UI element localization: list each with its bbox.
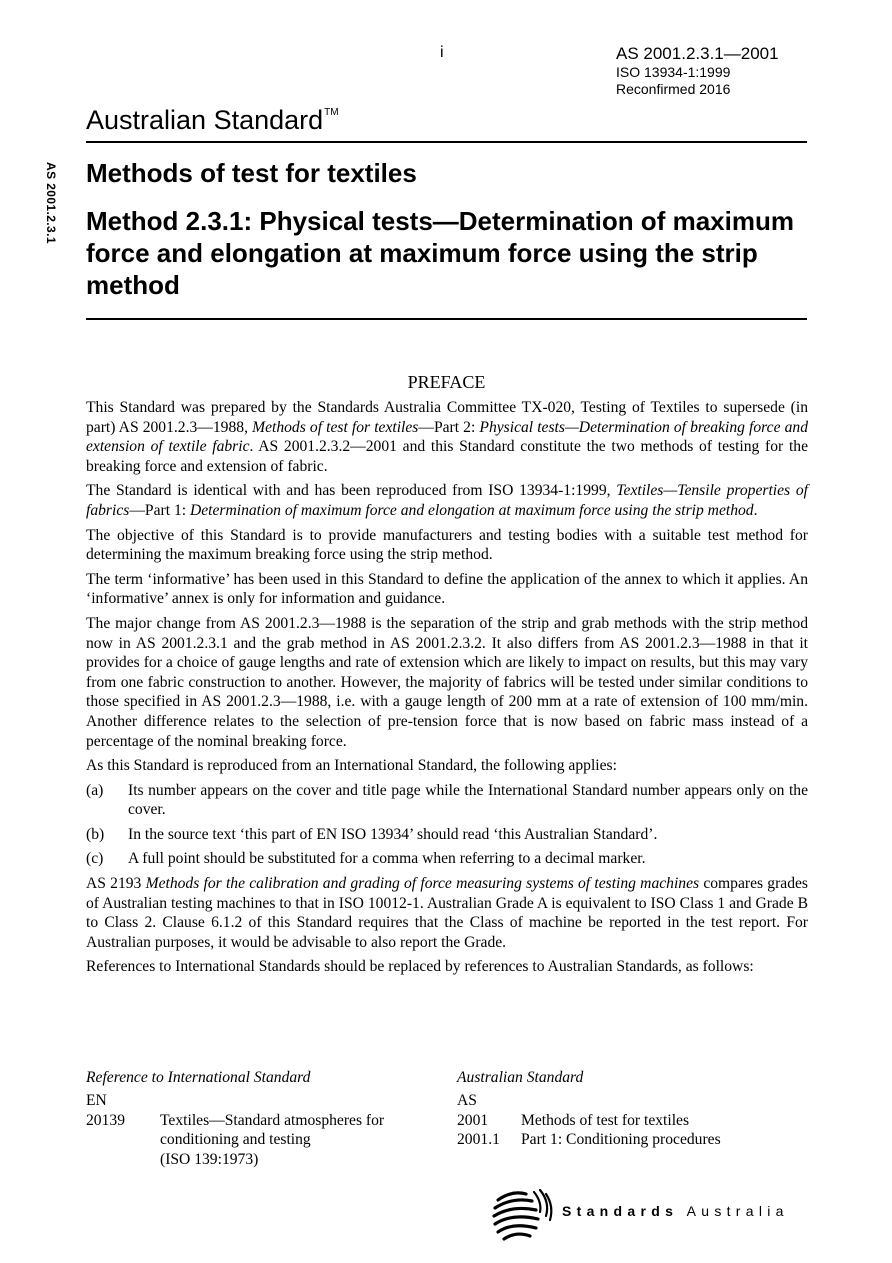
preface-paragraph-7 xyxy=(86,874,808,952)
australian-standard-heading xyxy=(86,97,339,136)
reference-number: 2001.1 xyxy=(457,1131,500,1149)
standard-id: AS 2001.2.3.1—2001 xyxy=(616,44,779,63)
australian-references xyxy=(457,1068,808,1150)
wordmark-australia: Australia xyxy=(686,1203,789,1219)
preface-paragraph-8: References to International Standards should be replaced by references to Australian Standards, as follows: xyxy=(86,958,754,976)
text-span: —Part 2: xyxy=(418,418,480,436)
trademark-mark: TM xyxy=(324,107,339,118)
italic-span: Physical tests—Determination of breaking force and extension of textile fabric xyxy=(86,418,809,456)
preface-heading: PREFACE xyxy=(407,372,486,392)
australian-prefix: AS xyxy=(457,1092,477,1109)
list-item xyxy=(86,781,808,820)
list-text: In the source text ‘this part of EN ISO 13934’ should read ‘this Australian Standard’. xyxy=(128,825,658,843)
international-heading: Reference to International Standard xyxy=(86,1069,311,1086)
reference-row xyxy=(457,1111,808,1131)
preface-paragraph-5: The major change from AS 2001.2.3—1988 is the separation of the strip and grab methods with the strip method now in AS 2001.2.3.1 and the grab method in AS 2001.2.3.2. It also differs from AS 2001.2.3—1988 in that it provides for a choice of gauge lengths and rate of extension which are likely to impact on results, but this may vary from one fabric construction to another. However, the majority of fabrics will be tested under similar conditions to those specified in AS 2001.2.3—1988, i.e. with a gauge length of 200 mm at a rate of extension of 100 mm/min. Another difference relates to the selection of pre-tension force that is now based on fabric mass instead of a percentage of the nominal breaking force. xyxy=(86,614,808,750)
standards-australia-logo-icon xyxy=(490,1184,556,1244)
reference-number: 2001 xyxy=(457,1111,489,1129)
text-span: —Part 1: xyxy=(129,501,190,519)
preface-paragraph-4: The term ‘informative’ has been used in this Standard to define the application of the annex to which it applies. An ‘informative’ annex is only for information and guidance. xyxy=(86,570,808,608)
reference-text xyxy=(160,1111,446,1170)
list-item xyxy=(86,825,808,845)
list-label: (a) xyxy=(86,781,104,799)
reference-title: Textiles—Standard atmospheres for conditioning and testing xyxy=(160,1111,385,1149)
preface-paragraph-1 xyxy=(86,398,808,476)
italic-span: Methods for the calibration and grading of force measuring systems of testing machines xyxy=(145,875,700,893)
list-text: Its number appears on the cover and title page while the International Standard number appears only on the cover. xyxy=(128,781,808,819)
preface-paragraph-2 xyxy=(86,481,808,520)
standards-australia-wordmark xyxy=(562,1203,789,1219)
reference-text: Methods of test for textiles xyxy=(521,1111,690,1129)
reference-row xyxy=(457,1130,808,1150)
text-span: . AS 2001.2.3.2—2001 and this Standard constitute the two methods of testing for the breaking force and extension of fabric. xyxy=(86,438,808,475)
list-label: (b) xyxy=(86,825,105,843)
list-item xyxy=(86,849,808,869)
international-prefix: EN xyxy=(86,1092,107,1109)
preface-body xyxy=(86,398,808,982)
reconfirmed-note: Reconfirmed 2016 xyxy=(616,81,731,97)
reference-row xyxy=(86,1111,446,1170)
text-span: This Standard was prepared by the Standards Australia Committee TX-020, Testing of Textiles to supersede (in part) AS 2001.2.3—1988, xyxy=(86,399,808,436)
australian-heading: Australian Standard xyxy=(457,1069,584,1086)
bottom-rule xyxy=(86,318,807,320)
top-rule xyxy=(86,141,807,143)
text-span: The Standard is identical with and has been reproduced from ISO 13934-1:1999, xyxy=(86,482,617,500)
list-text: A full point should be substituted for a comma when referring to a decimal marker. xyxy=(128,850,646,868)
series-title: Methods of test for textiles xyxy=(86,158,417,188)
australian-standard-text: Australian Standard xyxy=(86,105,324,135)
preface-paragraph-6: As this Standard is reproduced from an International Standard, the following applies: xyxy=(86,757,617,775)
side-label: AS 2001.2.3.1 xyxy=(44,162,58,244)
italic-span: Textiles—Tensile properties of fabrics xyxy=(86,482,808,519)
page-number: i xyxy=(440,44,444,61)
reference-text: Part 1: Conditioning procedures xyxy=(521,1131,721,1149)
italic-span: Methods of test for textiles xyxy=(252,418,419,436)
reference-iso: (ISO 139:1973) xyxy=(160,1150,259,1168)
reference-number: 20139 xyxy=(86,1111,125,1129)
list-label: (c) xyxy=(86,850,104,868)
text-span: compares grades of Australian testing machines to that in ISO 10012-1. Australian Grade A is equivalent to ISO Class 1 and Grade B to Class 2. Clause 6.1.2 of this Standard requires that the Class of machine be reported in the test report. For Australian purposes, it would be advisable to also report the Grade. xyxy=(86,875,809,951)
iso-id: ISO 13934-1:1999 xyxy=(616,64,731,80)
preface-paragraph-3: The objective of this Standard is to provide manufacturers and testing bodies with a suitable test method for determining the maximum breaking force using the strip method. xyxy=(86,526,808,564)
text-span: AS 2193 xyxy=(86,875,146,893)
italic-span: Determination of maximum force and elongation at maximum force using the strip method xyxy=(189,501,754,519)
wordmark-standards: Standards xyxy=(562,1203,679,1219)
international-references xyxy=(86,1068,446,1169)
text-span: . xyxy=(753,501,758,519)
method-title: Method 2.3.1: Physical tests—Determination of maximum force and elongation at maximum force using the strip method xyxy=(86,206,794,300)
